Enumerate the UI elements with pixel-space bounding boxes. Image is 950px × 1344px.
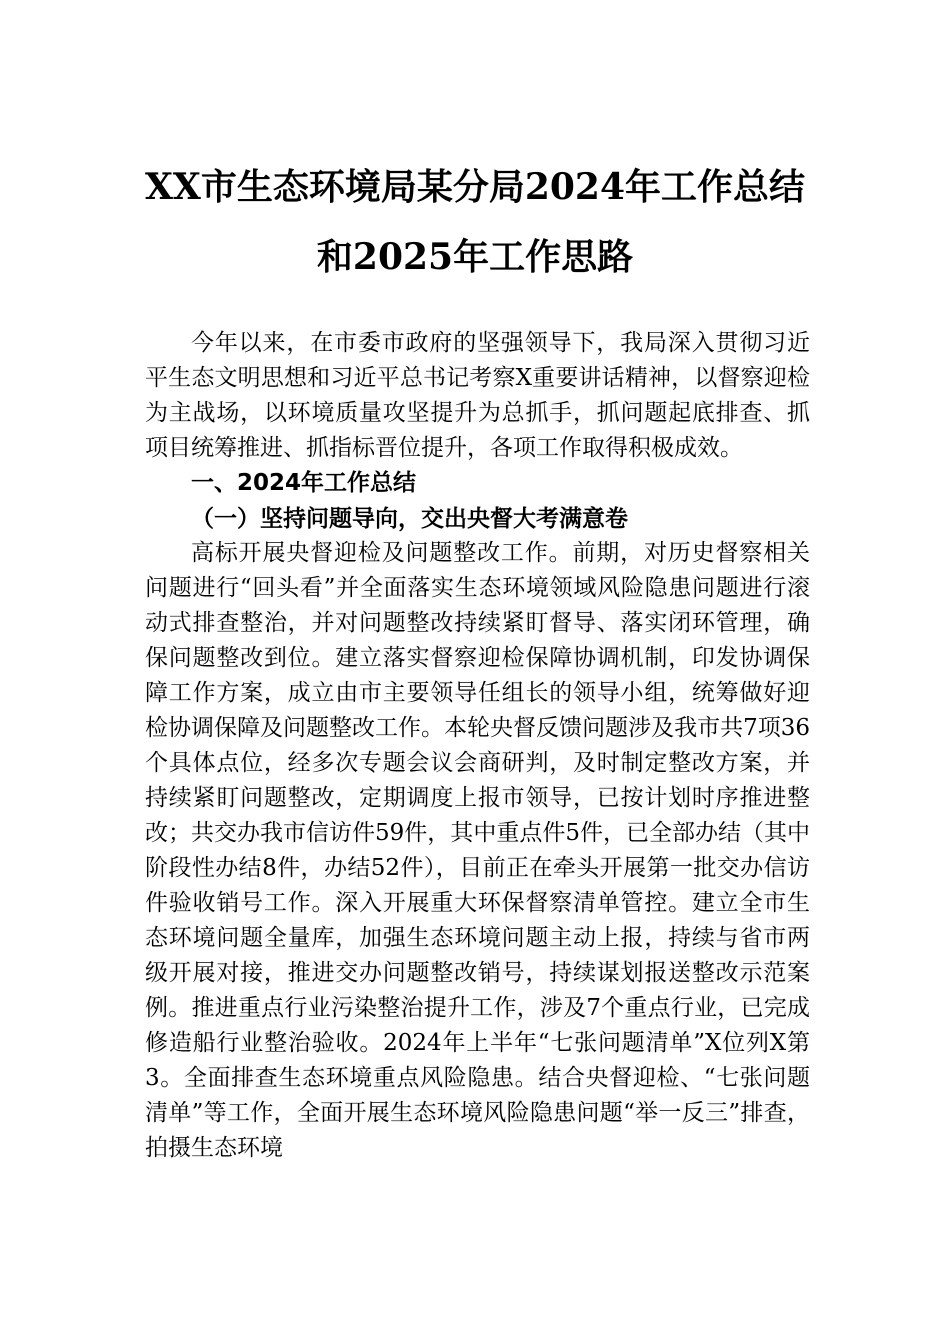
subsection-heading: （一）坚持问题导向，交出央督大考满意卷 (191, 505, 628, 532)
intro-paragraph: 今年以来，在市委市政府的坚强领导下，我局深入贯彻习近平生态文明思想和习近平总书记考察X重要讲话精神，以督察迎检为主战场，以环境质量攻坚提升为总抓手，抓问题起底排查、抓项目统筹推进、抓指标晋位提升，各项工作取得积极成效。 (145, 330, 810, 461)
body-paragraph: 高标开展央督迎检及问题整改工作。前期，对历史督察相关问题进行“回头看”并全面落实生态环境领域风险隐患问题进行滚动式排查整治，并对问题整改持续紧盯督导、落实闭环管理，确保问题整改到位。建立落实督察迎检保障协调机制，印发协调保障工作方案，成立由市主要领导任组长的领导小组，统筹做好迎检协调保障及问题整改工作。本轮央督反馈问题涉及我市共7项36个具体点位，经多次专题会议会商研判，及时制定整改方案，并持续紧盯问题整改，定期调度上报市领导，已按计划时序推进整改；共交办我市信访件59件，其中重点件5件，已全部办结（其中阶段性办结8件，办结52件），目前正在牵头开展第一批交办信访件验收销号工作。深入开展重大环保督察清单管控。建立全市生态环境问题全量库，加强生态环境问题主动上报，持续与省市两级开展对接，推进交办问题整改销号，持续谋划报送整改示范案例。推进重点行业污染整治提升工作，涉及7个重点行业，已完成修造船行业整治验收。2024年上半年“七张问题清单”X位列X第3。全面排查生态环境重点风险隐患。结合央督迎检、“七张问题清单”等工作，全面开展生态环境风险隐患问题“举一反三”排查，拍摄生态环境 (145, 540, 810, 1161)
document-title-line-2: 和2025年工作思路 (316, 236, 634, 278)
document-title-line-1: XX市生态环境局某分局2024年工作总结 (144, 166, 806, 208)
section-heading: 一、2024年工作总结 (191, 470, 417, 496)
document-body (145, 326, 810, 1166)
